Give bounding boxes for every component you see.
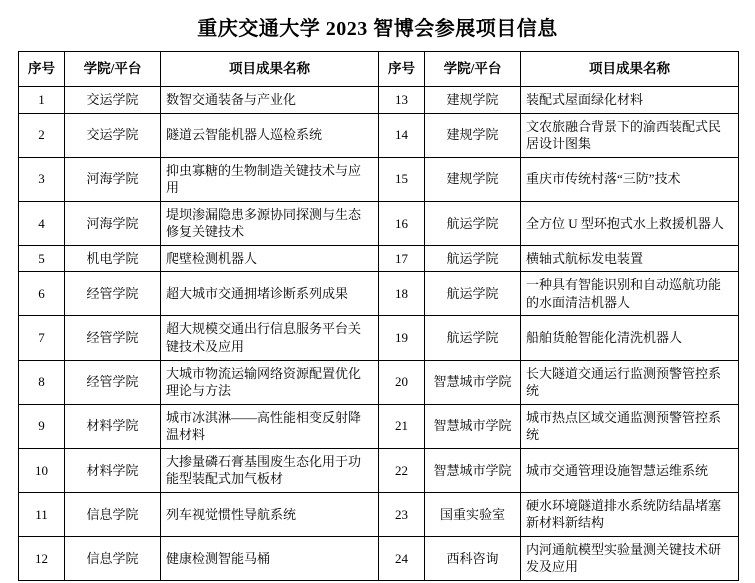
cell-college-left: 材料学院 (65, 404, 161, 448)
cell-project-left: 超大城市交通拥堵诊断系列成果 (161, 272, 379, 316)
cell-college-left: 机电学院 (65, 245, 161, 272)
cell-index-right: 18 (379, 272, 425, 316)
cell-project-left: 堤坝渗漏隐患多源协同探测与生态修复关键技术 (161, 201, 379, 245)
cell-index-left: 8 (19, 360, 65, 404)
cell-college-left: 河海学院 (65, 157, 161, 201)
cell-project-left: 健康检测智能马桶 (161, 536, 379, 580)
table-body (19, 87, 739, 581)
cell-index-left: 11 (19, 492, 65, 536)
column-header-project-right: 项目成果名称 (521, 52, 739, 87)
cell-index-left: 12 (19, 536, 65, 580)
cell-index-right: 20 (379, 360, 425, 404)
cell-college-left: 信息学院 (65, 536, 161, 580)
cell-index-right: 22 (379, 448, 425, 492)
table-row (19, 492, 739, 536)
table-row (19, 316, 739, 360)
cell-index-right: 16 (379, 201, 425, 245)
table-row (19, 201, 739, 245)
cell-index-right: 21 (379, 404, 425, 448)
cell-index-left: 3 (19, 157, 65, 201)
cell-college-right: 西科咨询 (425, 536, 521, 580)
table-row (19, 157, 739, 201)
cell-project-right: 城市交通管理设施智慧运维系统 (521, 448, 739, 492)
cell-project-left: 爬壁检测机器人 (161, 245, 379, 272)
cell-college-right: 航运学院 (425, 245, 521, 272)
column-header-college-right: 学院/平台 (425, 52, 521, 87)
cell-index-right: 15 (379, 157, 425, 201)
cell-index-right: 14 (379, 113, 425, 157)
table-row (19, 272, 739, 316)
cell-college-left: 交运学院 (65, 87, 161, 114)
cell-college-left: 经管学院 (65, 316, 161, 360)
cell-project-left: 超大规模交通出行信息服务平台关键技术及应用 (161, 316, 379, 360)
cell-college-left: 经管学院 (65, 272, 161, 316)
cell-project-left: 大掺量磷石膏基围废生态化用于功能型装配式加气板材 (161, 448, 379, 492)
cell-index-left: 7 (19, 316, 65, 360)
cell-index-left: 9 (19, 404, 65, 448)
cell-college-right: 建规学院 (425, 157, 521, 201)
cell-index-left: 1 (19, 87, 65, 114)
cell-project-right: 硬水环境隧道排水系统防结晶堵塞新材料新结构 (521, 492, 739, 536)
cell-project-right: 内河通航模型实验量测关键技术研发及应用 (521, 536, 739, 580)
cell-project-right: 装配式屋面绿化材料 (521, 87, 739, 114)
project-info-table (18, 51, 739, 581)
column-header-project-left: 项目成果名称 (161, 52, 379, 87)
table-row (19, 536, 739, 580)
table-row (19, 404, 739, 448)
table-header-row (19, 52, 739, 87)
cell-index-right: 13 (379, 87, 425, 114)
table-row (19, 113, 739, 157)
table-row (19, 87, 739, 114)
cell-college-right: 智慧城市学院 (425, 404, 521, 448)
table-header (19, 52, 739, 87)
cell-index-right: 23 (379, 492, 425, 536)
cell-index-right: 17 (379, 245, 425, 272)
cell-college-left: 经管学院 (65, 360, 161, 404)
cell-college-right: 航运学院 (425, 201, 521, 245)
cell-project-right: 船舶货舱智能化清洗机器人 (521, 316, 739, 360)
cell-project-right: 横轴式航标发电装置 (521, 245, 739, 272)
cell-index-left: 4 (19, 201, 65, 245)
page-title: 重庆交通大学 2023 智博会参展项目信息 (197, 18, 558, 40)
cell-index-left: 2 (19, 113, 65, 157)
cell-college-right: 智慧城市学院 (425, 448, 521, 492)
table-row (19, 448, 739, 492)
cell-project-right: 文农旅融合背景下的渝西装配式民居设计图集 (521, 113, 739, 157)
cell-college-left: 材料学院 (65, 448, 161, 492)
cell-project-left: 列车视觉惯性导航系统 (161, 492, 379, 536)
table-row (19, 360, 739, 404)
cell-college-right: 国重实验室 (425, 492, 521, 536)
cell-project-left: 城市冰淇淋——高性能相变反射降温材料 (161, 404, 379, 448)
cell-index-left: 5 (19, 245, 65, 272)
cell-project-right: 长大隧道交通运行监测预警管控系统 (521, 360, 739, 404)
cell-project-left: 抑虫寡糖的生物制造关键技术与应用 (161, 157, 379, 201)
cell-college-right: 建规学院 (425, 87, 521, 114)
cell-project-left: 隧道云智能机器人巡检系统 (161, 113, 379, 157)
cell-college-left: 河海学院 (65, 201, 161, 245)
cell-college-right: 航运学院 (425, 272, 521, 316)
cell-project-right: 全方位 U 型环抱式水上救援机器人 (521, 201, 739, 245)
cell-project-right: 重庆市传统村落“三防”技术 (521, 157, 739, 201)
cell-college-right: 建规学院 (425, 113, 521, 157)
column-header-college-left: 学院/平台 (65, 52, 161, 87)
cell-college-right: 航运学院 (425, 316, 521, 360)
cell-college-right: 智慧城市学院 (425, 360, 521, 404)
table-row (19, 245, 739, 272)
cell-index-right: 24 (379, 536, 425, 580)
cell-college-left: 信息学院 (65, 492, 161, 536)
document-page (0, 12, 755, 583)
cell-project-right: 一种具有智能识别和自动巡航功能的水面清洁机器人 (521, 272, 739, 316)
cell-college-left: 交运学院 (65, 113, 161, 157)
cell-index-left: 10 (19, 448, 65, 492)
cell-index-right: 19 (379, 316, 425, 360)
cell-project-right: 城市热点区域交通监测预警管控系统 (521, 404, 739, 448)
column-header-index-right: 序号 (379, 52, 425, 87)
column-header-index-left: 序号 (19, 52, 65, 87)
cell-project-left: 大城市物流运输网络资源配置优化理论与方法 (161, 360, 379, 404)
table-container (0, 51, 755, 581)
cell-index-left: 6 (19, 272, 65, 316)
cell-project-left: 数智交通装备与产业化 (161, 87, 379, 114)
